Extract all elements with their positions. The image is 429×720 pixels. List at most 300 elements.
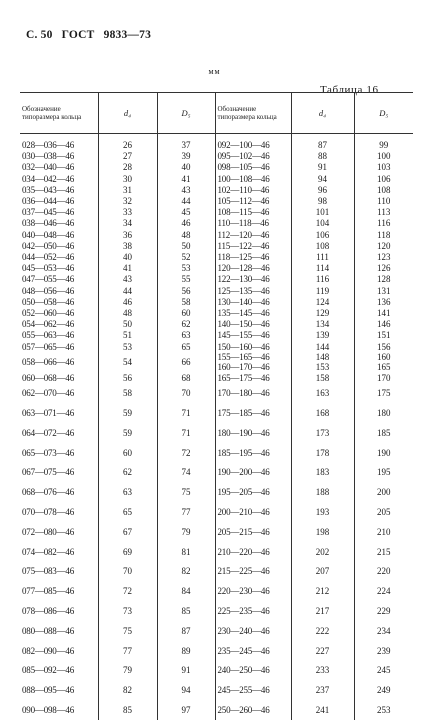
d4-cell [291, 373, 354, 384]
cell-value: 110—118—46 [218, 218, 269, 228]
designation-cell: 060—068—46 [20, 373, 98, 384]
cell-value: 160 [377, 352, 391, 362]
running-header [26, 29, 157, 41]
cell-value: 253 [377, 705, 391, 715]
d5-cell: 71 [157, 423, 215, 443]
cell-value: 220 [377, 566, 391, 576]
d5-cell [354, 252, 413, 263]
d4-cell: 85 [98, 701, 157, 720]
table-row [20, 562, 413, 582]
cell-value: 120 [377, 241, 391, 251]
header-designation-left: Обозначение типоразмера кольца [20, 93, 98, 134]
designation-cell: 062—070—46 [20, 384, 98, 404]
d5-cell [354, 297, 413, 308]
d4-cell: 44 [98, 286, 157, 297]
designation-cell: 075—083—46 [20, 562, 98, 582]
cell-value: 165 [377, 362, 391, 372]
cell-value: 116 [316, 274, 329, 284]
d4-cell [291, 641, 354, 661]
d4-cell [291, 252, 354, 263]
cell-value: 122—130—46 [218, 274, 270, 284]
d5-cell: 62 [157, 319, 215, 330]
designation-cell: 082—090—46 [20, 641, 98, 661]
d5-cell [354, 661, 413, 681]
d5-cell [354, 602, 413, 622]
d5-cell [354, 230, 413, 241]
d5-cell [354, 207, 413, 218]
designation-cell [215, 274, 291, 285]
cell-value: 135—145—46 [218, 308, 270, 318]
d5-cell: 89 [157, 641, 215, 661]
cell-value: 106 [316, 230, 330, 240]
d4-cell: 30 [98, 174, 157, 185]
table-row [20, 263, 413, 274]
table-row [20, 274, 413, 285]
cell-value: 98 [318, 196, 327, 206]
designation-cell: 080—088—46 [20, 621, 98, 641]
cell-value: 140—150—46 [218, 319, 270, 329]
d4-cell [291, 140, 354, 151]
d5-cell: 91 [157, 661, 215, 681]
d5-cell [354, 241, 413, 252]
designation-cell [215, 308, 291, 319]
d4-cell [291, 308, 354, 319]
cell-value: 170—180—46 [218, 388, 270, 398]
designation-cell: 048—056—46 [20, 286, 98, 297]
cell-value: 99 [379, 140, 388, 150]
table-row [20, 319, 413, 330]
d4-cell [291, 562, 354, 582]
d4-cell: 69 [98, 542, 157, 562]
d5-cell: 71 [157, 404, 215, 424]
designation-cell: 037—045—46 [20, 207, 98, 218]
cell-value: 225—235—46 [218, 606, 270, 616]
designation-cell [215, 185, 291, 196]
d4-cell: 38 [98, 241, 157, 252]
d4-cell: 77 [98, 641, 157, 661]
cell-value: 215 [377, 547, 391, 557]
cell-value: 250—260—46 [218, 705, 270, 715]
designation-cell: 038—046—46 [20, 218, 98, 229]
d5-cell: 44 [157, 196, 215, 207]
cell-value: 210 [377, 527, 391, 537]
d4-cell [291, 681, 354, 701]
table-row [20, 218, 413, 229]
cell-value: 180 [377, 408, 391, 418]
d5-cell [354, 582, 413, 602]
d4-cell: 60 [98, 443, 157, 463]
cell-value: 195 [377, 467, 391, 477]
d4-cell [291, 263, 354, 274]
d5-cell: 58 [157, 297, 215, 308]
d5-cell: 66 [157, 353, 215, 373]
d5-cell: 85 [157, 602, 215, 622]
d4-cell: 50 [98, 319, 157, 330]
cell-value: 112—120—46 [218, 230, 270, 240]
cell-value: 134 [316, 319, 330, 329]
d5-cell: 84 [157, 582, 215, 602]
cell-value: 217 [316, 606, 330, 616]
d5-cell [354, 286, 413, 297]
cell-value: 120—128—46 [218, 263, 270, 273]
d4-cell: 58 [98, 384, 157, 404]
d5-cell [354, 404, 413, 424]
cell-value: 095—102—46 [218, 151, 270, 161]
cell-value: 108 [377, 185, 391, 195]
d4-cell [291, 404, 354, 424]
cell-value: 245—255—46 [218, 685, 270, 695]
designation-cell [215, 373, 291, 384]
cell-value: 220—230—46 [218, 586, 270, 596]
designation-cell: 085—092—46 [20, 661, 98, 681]
cell-value: 160—170—46 [218, 362, 270, 372]
d5-cell [354, 174, 413, 185]
table-row [20, 151, 413, 162]
table-row [20, 252, 413, 263]
cell-value: 200 [377, 487, 391, 497]
table-row [20, 230, 413, 241]
designation-cell [215, 196, 291, 207]
cell-value: 202 [316, 547, 330, 557]
d5-cell: 65 [157, 342, 215, 353]
d5-cell [354, 641, 413, 661]
designation-cell [215, 286, 291, 297]
d5-cell: 60 [157, 308, 215, 319]
designation-cell: 032—040—46 [20, 162, 98, 173]
page-number: С. 50 [26, 29, 53, 41]
table-row [20, 185, 413, 196]
d5-cell: 46 [157, 218, 215, 229]
d4-cell [291, 443, 354, 463]
d5-cell [354, 151, 413, 162]
designation-cell [215, 140, 291, 151]
designation-cell [215, 330, 291, 341]
designation-cell: 036—044—46 [20, 196, 98, 207]
cell-value: 124 [316, 297, 330, 307]
table-row [20, 373, 413, 384]
cell-value: 245 [377, 665, 391, 675]
cell-value: 106 [377, 174, 391, 184]
cell-value: 100—108—46 [218, 174, 270, 184]
d4-cell: 27 [98, 151, 157, 162]
cell-value: 215—225—46 [218, 566, 270, 576]
cell-value: 108—115—46 [218, 207, 270, 217]
designation-cell: 070—078—46 [20, 503, 98, 523]
table-body [20, 134, 413, 720]
cell-value: 131 [377, 286, 391, 296]
d4-cell: 65 [98, 503, 157, 523]
designation-cell: 055—063—46 [20, 330, 98, 341]
d4-cell [291, 196, 354, 207]
designation-cell [215, 423, 291, 443]
designation-cell: 030—038—46 [20, 151, 98, 162]
designation-cell: 035—043—46 [20, 185, 98, 196]
designation-cell [215, 353, 291, 373]
table-row [20, 297, 413, 308]
cell-value: 110 [377, 196, 390, 206]
d5-cell: 45 [157, 207, 215, 218]
designation-cell [215, 230, 291, 241]
d4-cell: 34 [98, 218, 157, 229]
d5-cell [354, 503, 413, 523]
cell-value: 103 [377, 162, 391, 172]
d4-cell [291, 522, 354, 542]
d5-cell [354, 701, 413, 720]
designation-cell: 044—052—46 [20, 252, 98, 263]
d4-cell: 54 [98, 353, 157, 373]
designation-cell [215, 503, 291, 523]
d5-cell [354, 319, 413, 330]
header-d4-left: d₄ [98, 93, 157, 134]
d5-cell: 72 [157, 443, 215, 463]
d4-cell: 75 [98, 621, 157, 641]
d4-cell: 36 [98, 230, 157, 241]
cell-value: 185—195—46 [218, 448, 270, 458]
cell-value: 178 [316, 448, 330, 458]
designation-cell [215, 151, 291, 162]
header-d4-right: d₄ [291, 93, 354, 134]
designation-cell: 052—060—46 [20, 308, 98, 319]
d4-cell: 56 [98, 373, 157, 384]
designation-cell [215, 319, 291, 330]
designation-cell [215, 162, 291, 173]
table-row [20, 602, 413, 622]
d5-cell: 82 [157, 562, 215, 582]
d4-cell [291, 174, 354, 185]
table-row [20, 308, 413, 319]
table-row [20, 701, 413, 720]
d4-cell: 79 [98, 661, 157, 681]
table-row [20, 483, 413, 503]
table-row [20, 174, 413, 185]
cell-value: 205 [377, 507, 391, 517]
designation-cell [215, 241, 291, 252]
table-row [20, 353, 413, 373]
cell-value: 234 [377, 626, 391, 636]
table-row [20, 140, 413, 151]
table-row [20, 384, 413, 404]
d5-cell [354, 443, 413, 463]
designation-cell [215, 621, 291, 641]
cell-value: 113 [377, 207, 390, 217]
designation-cell [215, 483, 291, 503]
d5-cell [354, 308, 413, 319]
cell-value: 183 [316, 467, 330, 477]
cell-value: 130—140—46 [218, 297, 270, 307]
cell-value: 224 [377, 586, 391, 596]
d4-cell [291, 319, 354, 330]
cell-value: 155—165—46 [218, 352, 270, 362]
cell-value: 88 [318, 151, 327, 161]
header-d5-left: D₅ [157, 93, 215, 134]
cell-value: 158 [316, 373, 330, 383]
d4-cell [291, 621, 354, 641]
d5-cell [354, 196, 413, 207]
cell-value: 115—122—46 [218, 241, 270, 251]
table-row [20, 162, 413, 173]
designation-cell: 063—071—46 [20, 404, 98, 424]
d4-cell: 63 [98, 483, 157, 503]
cell-value: 156 [377, 342, 391, 352]
d5-cell: 79 [157, 522, 215, 542]
cell-value: 144 [316, 342, 330, 352]
d4-cell: 53 [98, 342, 157, 353]
designation-cell: 088—095—46 [20, 681, 98, 701]
d5-cell: 63 [157, 330, 215, 341]
d4-cell: 40 [98, 252, 157, 263]
d4-cell [291, 230, 354, 241]
table-row [20, 443, 413, 463]
table-row [20, 681, 413, 701]
cell-value: 139 [316, 330, 330, 340]
designation-cell [215, 263, 291, 274]
d4-cell [291, 463, 354, 483]
table-row [20, 463, 413, 483]
designation-cell: 065—073—46 [20, 443, 98, 463]
designation-cell [215, 463, 291, 483]
cell-value: 210—220—46 [218, 547, 270, 557]
d4-cell [291, 503, 354, 523]
d5-cell: 75 [157, 483, 215, 503]
designation-cell [215, 252, 291, 263]
cell-value: 148 [316, 352, 330, 362]
d5-cell: 41 [157, 174, 215, 185]
d5-cell: 70 [157, 384, 215, 404]
d4-cell: 72 [98, 582, 157, 602]
designation-cell [215, 661, 291, 681]
d4-cell [291, 207, 354, 218]
d5-cell: 50 [157, 241, 215, 252]
table-row [20, 641, 413, 661]
d5-cell [354, 274, 413, 285]
designation-cell: 068—076—46 [20, 483, 98, 503]
d5-cell: 56 [157, 286, 215, 297]
designation-cell [215, 562, 291, 582]
designation-cell [215, 542, 291, 562]
dimension-table [20, 92, 413, 720]
standard-name: ГОСТ [62, 29, 95, 41]
designation-cell: 028—036—46 [20, 140, 98, 151]
designation-cell [215, 443, 291, 463]
cell-value: 153 [316, 362, 330, 372]
cell-value: 165—175—46 [218, 373, 270, 383]
d4-cell: 62 [98, 463, 157, 483]
d4-cell [291, 286, 354, 297]
d4-cell: 43 [98, 274, 157, 285]
d4-cell: 70 [98, 562, 157, 582]
designation-cell: 067—075—46 [20, 463, 98, 483]
cell-value: 233 [316, 665, 330, 675]
d5-cell [354, 423, 413, 443]
d4-cell: 26 [98, 140, 157, 151]
cell-value: 100 [377, 151, 391, 161]
d5-cell: 52 [157, 252, 215, 263]
cell-value: 87 [318, 140, 327, 150]
header-d5-right: D₅ [354, 93, 413, 134]
designation-cell [215, 207, 291, 218]
cell-value: 198 [316, 527, 330, 537]
d5-cell: 48 [157, 230, 215, 241]
d4-cell: 48 [98, 308, 157, 319]
d5-cell [354, 330, 413, 341]
d4-cell: 73 [98, 602, 157, 622]
table-row [20, 542, 413, 562]
d4-cell [291, 701, 354, 720]
designation-cell: 057—065—46 [20, 342, 98, 353]
cell-value: 168 [316, 408, 330, 418]
table-row [20, 207, 413, 218]
cell-value: 123 [377, 252, 391, 262]
cell-value: 102—110—46 [218, 185, 270, 195]
cell-value: 141 [377, 308, 391, 318]
d5-cell [354, 373, 413, 384]
cell-value: 175—185—46 [218, 408, 270, 418]
d5-cell [354, 542, 413, 562]
designation-cell [215, 641, 291, 661]
d4-cell [291, 151, 354, 162]
cell-value: 91 [318, 162, 327, 172]
designation-cell [215, 218, 291, 229]
d4-cell: 32 [98, 196, 157, 207]
cell-value: 126 [377, 263, 391, 273]
designation-cell: 077—085—46 [20, 582, 98, 602]
cell-value: 173 [316, 428, 330, 438]
d4-cell: 59 [98, 404, 157, 424]
cell-value: 230—240—46 [218, 626, 270, 636]
table-row [20, 286, 413, 297]
d5-cell [354, 562, 413, 582]
cell-value: 104 [316, 218, 330, 228]
d5-cell: 37 [157, 140, 215, 151]
d4-cell [291, 162, 354, 173]
d4-cell: 67 [98, 522, 157, 542]
cell-value: 195—205—46 [218, 487, 270, 497]
designation-cell: 045—053—46 [20, 263, 98, 274]
d5-cell: 43 [157, 185, 215, 196]
d4-cell [291, 384, 354, 404]
d5-cell [354, 185, 413, 196]
designation-cell [215, 384, 291, 404]
d4-cell: 28 [98, 162, 157, 173]
d4-cell [291, 297, 354, 308]
d4-cell: 82 [98, 681, 157, 701]
d5-cell: 77 [157, 503, 215, 523]
cell-value: 119 [316, 286, 329, 296]
cell-value: 145—155—46 [218, 330, 270, 340]
cell-value: 94 [318, 174, 327, 184]
designation-cell: 058—066—46 [20, 353, 98, 373]
d5-cell [354, 140, 413, 151]
d4-cell: 31 [98, 185, 157, 196]
d5-cell [354, 681, 413, 701]
cell-value: 185 [377, 428, 391, 438]
cell-value: 136 [377, 297, 391, 307]
d4-cell [291, 218, 354, 229]
designation-cell: 090—098—46 [20, 701, 98, 720]
d5-cell: 74 [157, 463, 215, 483]
d4-cell [291, 483, 354, 503]
d4-cell [291, 582, 354, 602]
cell-value: 108 [316, 241, 330, 251]
cell-value: 146 [377, 319, 391, 329]
d4-cell [291, 602, 354, 622]
designation-cell: 047—055—46 [20, 274, 98, 285]
cell-value: 229 [377, 606, 391, 616]
d5-cell: 87 [157, 621, 215, 641]
d4-cell [291, 423, 354, 443]
designation-cell: 074—082—46 [20, 542, 98, 562]
units-label: мм [0, 67, 429, 76]
